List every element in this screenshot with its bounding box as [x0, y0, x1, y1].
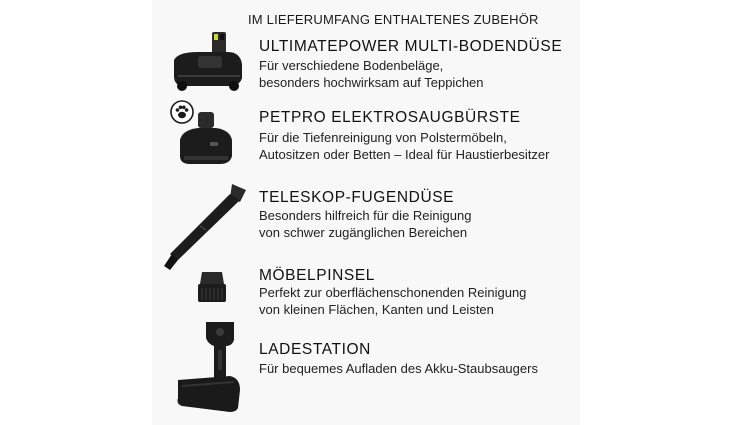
- accessory-item-pet-brush: [0, 98, 730, 168]
- floor-nozzle-icon: [168, 30, 248, 98]
- item-description-line-2: von kleinen Flächen, Kanten und Leisten: [259, 302, 494, 317]
- accessory-item-furniture-brush: [0, 262, 730, 317]
- item-title: LADESTATION: [259, 341, 371, 358]
- item-description-line-2: Autositzen oder Betten – Ideal für Haustierbesitzer: [259, 147, 550, 162]
- crevice-tool-icon: [160, 180, 254, 272]
- pet-brush-icon: [176, 112, 236, 168]
- accessory-item-charging-station: [0, 320, 730, 416]
- item-description-line-2: besonders hochwirksam auf Teppichen: [259, 75, 484, 90]
- item-title: MÖBELPINSEL: [259, 267, 376, 284]
- item-title: PETPRO ELEKTROSAUGBÜRSTE: [259, 109, 521, 126]
- item-description-line-1: Perfekt zur oberflächenschonenden Reinigung: [259, 285, 527, 300]
- charging-station-icon: [176, 320, 246, 414]
- item-description-line-1: Für die Tiefenreinigung von Polstermöbeln,: [259, 130, 507, 145]
- item-description-line-1: Für bequemes Aufladen des Akku-Staubsaugers: [259, 361, 538, 376]
- furniture-brush-icon: [194, 270, 230, 306]
- item-title: TELESKOP-FUGENDÜSE: [259, 189, 455, 206]
- item-description-line-1: Besonders hilfreich für die Reinigung: [259, 208, 472, 223]
- item-description-line-2: von schwer zugänglichen Bereichen: [259, 225, 468, 240]
- item-description-line-1: Für verschiedene Bodenbeläge,: [259, 58, 444, 73]
- accessory-item-floor-nozzle: [0, 30, 730, 100]
- accessory-item-crevice-tool: [0, 180, 730, 270]
- accessories-heading: IM LIEFERUMFANG ENTHALTENES ZUBEHÖR: [248, 12, 539, 27]
- item-title: ULTIMATEPOWER MULTI-BODENDÜSE: [259, 38, 563, 55]
